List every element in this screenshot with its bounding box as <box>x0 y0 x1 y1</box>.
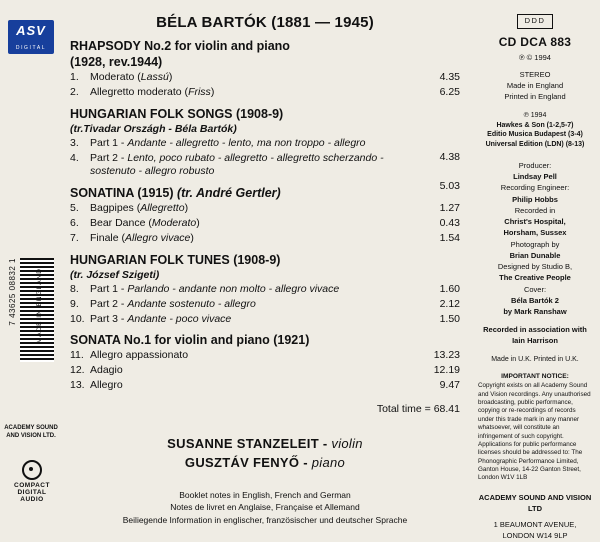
track-time: 1.50 <box>439 312 460 325</box>
track-time: 6.25 <box>439 85 460 98</box>
made-in-england-vertical: MADE IN ENGLAND <box>36 268 43 344</box>
track-number: 6. <box>70 217 79 230</box>
publisher-1: Hawkes & Son (1-2,5-7) <box>496 121 574 129</box>
performers <box>70 435 460 473</box>
booklet-notes <box>70 489 460 527</box>
track-description: Parlando - andante non molto - allegro vivace <box>127 282 340 295</box>
track-row <box>70 217 460 231</box>
printed-in-england: Printed in England <box>504 91 566 101</box>
credit-design-label: Designed by Studio B, <box>497 262 573 272</box>
work-title <box>70 186 460 201</box>
work-title <box>70 333 460 348</box>
credit-cover-label: Cover: <box>523 284 547 294</box>
track-title-end: ) <box>196 217 200 230</box>
performer-row <box>70 435 460 454</box>
credit-venue-line2: Horsham, Sussex <box>503 228 567 238</box>
compact-disc-line1: COMPACT <box>14 482 50 489</box>
credit-recorded-label: Recorded in <box>514 205 556 215</box>
track-time: 9.47 <box>439 379 460 392</box>
credit-producer-value: Lindsay Pell <box>513 172 557 182</box>
credit-engineer-label: Recording Engineer: <box>500 183 570 193</box>
asv-logo-subtext: DIGITAL <box>15 45 47 51</box>
track-description: Andante - allegretto - lento, ma non troppo - allegro <box>127 136 366 149</box>
work-title <box>70 39 460 54</box>
track-number: 11. <box>70 349 84 362</box>
work-title-text: SONATA No.1 for violin and piano (1921) <box>70 333 310 348</box>
track-number: 7. <box>70 232 79 245</box>
company-name: ACADEMY SOUND AND VISION LTD <box>478 492 592 513</box>
work-title-text: SONATINA (1915) <box>70 186 174 201</box>
barcode-number: 7 43625 08832 1 <box>8 258 17 326</box>
track-number: 12. <box>70 364 85 377</box>
performer-name: GUSZTÁV FENYŐ - <box>184 454 308 470</box>
track-row <box>70 86 460 100</box>
work-subtitle-text: (1928, rev.1944) <box>70 55 163 69</box>
track-title-italic: Allegro vivace <box>125 232 191 245</box>
track-number: 5. <box>70 202 79 215</box>
catalogue-number: CD DCA 883 <box>498 34 572 49</box>
asv-logo <box>8 20 54 54</box>
track-title-italic: Lassú <box>140 71 169 83</box>
track-title-end: ) <box>184 202 189 215</box>
track-number: 13. <box>70 379 85 392</box>
track-number: 8. <box>70 282 79 295</box>
track-number: 4. <box>70 151 79 164</box>
performer-name: SUSANNE STANZELEIT - <box>167 436 328 452</box>
track-title: Part 1 <box>90 282 119 295</box>
work-title <box>70 253 460 268</box>
track-row <box>70 349 460 363</box>
track-row <box>70 379 460 393</box>
work-title <box>70 107 460 122</box>
performer-row <box>70 454 460 473</box>
credit-cover-value: Béla Bartók 2 <box>511 295 559 305</box>
track-row: 10. Part 3 - Andante - poco vivace 1.50 <box>70 312 460 325</box>
booklet-note-fr: Notes de livret en Anglaise, Française et Allemand <box>170 502 360 513</box>
track-row: 4. Part 2 - Lento, poco rubato - allegretto - allegretto scherzando - sostenuto - allegro robusto 5.03 <box>70 151 460 192</box>
left-spine <box>0 0 62 525</box>
work-title-text: RHAPSODY No.2 for violin and piano <box>70 39 290 53</box>
publisher-2: Editio Musica Budapest (3-4) <box>487 131 583 139</box>
track-number: 3. <box>70 136 79 149</box>
track-time: 12.19 <box>433 364 460 377</box>
track-row <box>70 202 460 216</box>
publisher-copyright-year: ℗ 1994 <box>523 111 547 119</box>
performer-role: violin <box>331 436 363 452</box>
ddd-badge: DDD <box>517 14 554 29</box>
track-title: Allegretto moderato ( <box>90 85 189 98</box>
track-time: 1.60 <box>439 282 460 295</box>
credit-photograph-value: Brian Dunable <box>509 250 561 260</box>
asv-logo-text: ASV <box>16 23 46 38</box>
work-subtitle <box>70 55 460 70</box>
track-row <box>70 232 460 246</box>
publishers <box>478 111 592 150</box>
track-time: 5.03 <box>439 179 460 192</box>
asv-footer-name: ACADEMY SOUND AND VISION LTD. <box>4 425 58 440</box>
copyright-line: ℗ © 1994 <box>519 53 551 63</box>
track-title: Part 1 <box>90 136 119 149</box>
work-editor: (tr. József Szigeti) <box>70 268 160 281</box>
credit-engineer-value: Philip Hobbs <box>512 194 558 204</box>
publisher-3: Universal Edition (LDN) (8-13) <box>485 141 585 149</box>
work-editor: (tr.Tivadar Országh - Béla Bartók) <box>70 122 237 135</box>
work-title-text: HUNGARIAN FOLK TUNES (1908-9) <box>70 252 281 267</box>
track-title-end: ) <box>168 71 173 83</box>
credits <box>478 160 592 318</box>
track-title: Adagio <box>90 364 123 377</box>
track-row: 8. Part 1 - Parlando - andante non molto - allegro vivace 1.60 <box>70 282 460 295</box>
composer-heading: BÉLA BARTÓK (1881 — 1945) <box>156 14 374 31</box>
track-title-end: ) <box>190 232 194 245</box>
credit-cover-artist: by Mark Ranshaw <box>503 307 567 317</box>
track-title: Finale ( <box>90 232 126 245</box>
track-title-italic: Friss <box>188 85 211 98</box>
important-notice-heading: IMPORTANT NOTICE: <box>501 372 569 380</box>
booklet-note-en: Booklet notes in English, French and German <box>179 489 351 500</box>
company-address: 1 BEAUMONT AVENUE, LONDON W14 9LP <box>493 520 577 541</box>
track-row: 9. Part 2 - Andante sostenuto - allegro 2.12 <box>70 297 460 310</box>
credit-producer-label: Producer: <box>518 160 552 170</box>
track-time: 1.54 <box>439 232 460 245</box>
credit-photograph-label: Photograph by <box>510 239 560 249</box>
track-time: 2.12 <box>439 297 460 310</box>
booklet-note-de: Beiliegende Information in englischer, französischer und deutscher Sprache <box>122 515 408 526</box>
track-row <box>70 71 460 85</box>
tracklist-column <box>70 14 460 527</box>
track-time: 4.35 <box>439 71 460 83</box>
track-title: Part 2 <box>90 151 119 164</box>
made-in-england: Made in England <box>506 81 564 91</box>
track-title: Moderato ( <box>90 71 141 83</box>
track-time: 1.27 <box>439 202 460 215</box>
track-row <box>70 364 460 378</box>
track-title-end: ) <box>210 85 215 98</box>
track-description: Andante sostenuto - allegro <box>127 297 256 310</box>
association-note: Recorded in association with Iain Harrison <box>483 325 587 345</box>
work-title-text: HUNGARIAN FOLK SONGS (1908-9) <box>70 106 284 121</box>
performer-role: piano <box>311 454 346 470</box>
compact-disc-line2: DIGITAL AUDIO <box>17 489 47 503</box>
important-notice-text: Copyright exists on all Academy Sound and Vision recordings. Any unauthorised broadcasting, public performance, copying or re-recordings of records under this trade mark in any manner whatsoever, will constitute an infringement of such copyright. Applications for public performance licenses should be addressed to: The Phonographic Performance Limited, Ganton House, 14-22 Ganton Street, London W1V 1LB <box>478 382 591 482</box>
important-notice <box>478 373 592 483</box>
track-title-italic: Allegretto <box>140 202 185 215</box>
credit-design-value: The Creative People <box>499 273 571 283</box>
work-editor: (tr. André Gertler) <box>176 186 281 201</box>
total-time: Total time = 68.41 <box>376 403 460 416</box>
track-title: Allegro appassionato <box>90 349 189 362</box>
track-number: 2. <box>70 85 79 98</box>
track-title: Bear Dance ( <box>90 217 152 230</box>
track-title-italic: Moderato <box>151 217 197 230</box>
track-time: 0.43 <box>439 217 460 230</box>
track-number: 10. <box>70 312 85 325</box>
track-title: Bagpipes ( <box>90 202 141 215</box>
stereo-label: STEREO <box>519 70 551 80</box>
track-description: Lento, poco rubato - allegretto - allegretto scherzando - sostenuto - allegro robusto <box>90 151 384 178</box>
track-title: Allegro <box>90 379 123 392</box>
track-number: 1. <box>70 71 79 83</box>
disc-icon <box>22 460 42 480</box>
track-title: Part 2 <box>90 297 119 310</box>
credit-venue-line1: Christ's Hospital, <box>504 217 566 227</box>
made-in-uk: Made in U.K. Printed in U.K. <box>491 356 579 364</box>
track-description: Andante - poco vivace <box>127 312 232 325</box>
right-column <box>478 14 592 542</box>
track-time: 4.38 <box>439 150 460 163</box>
compact-disc-logo <box>6 460 58 503</box>
track-title: Part 3 <box>90 312 119 325</box>
track-number: 9. <box>70 297 79 310</box>
track-time: 13.23 <box>433 349 460 362</box>
track-row: 3. Part 1 - Andante - allegretto - lento, ma non troppo - allegro 4.38 <box>70 136 460 163</box>
